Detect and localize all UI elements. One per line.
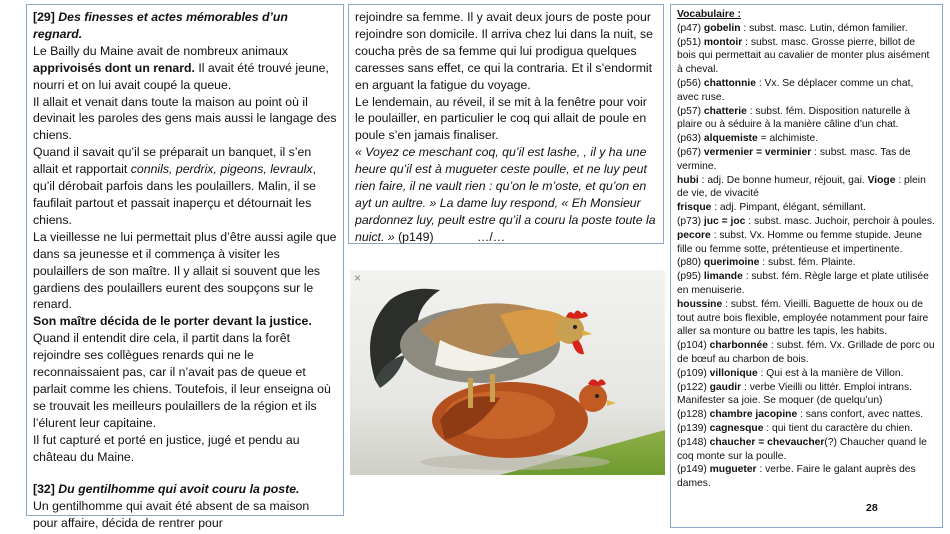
entry-page-ref: (p109) xyxy=(677,367,710,379)
entry-term: chattonnie xyxy=(703,77,756,89)
entry-definition: : subst. masc. Juchoir, perchoir à poules. xyxy=(745,215,935,227)
entry-page-ref: (p47) xyxy=(677,22,704,34)
story-number: [29] xyxy=(33,10,59,24)
text: Quand il savait qu’il se préparait un banquet, il s’en allait et rapportait xyxy=(33,145,312,177)
entry-definition: : Vx. Se déplacer comme un chat, avec ruse. xyxy=(677,77,914,103)
entry-page-ref: (p149) xyxy=(677,464,710,476)
text: , qu’il dérobait parfois dans les poulaillers. Malin, il se faufilait partout et passait inaperçu et détournait les chiens. xyxy=(33,162,316,227)
paragraph: La vieillesse ne lui permettait plus d’être aussi agile que dans sa jeunesse et il commença à visiter les poulaillers de son maître. Il y allait si souvent que les gardiens des poulaillers eurent des soupçons sur le renard. xyxy=(33,229,337,312)
entry-definition: : plein de vie, de vivacité xyxy=(677,174,926,200)
story-title: Des finesses et actes mémorables d’un regnard. xyxy=(33,10,288,41)
entry-definition: : subst. fém. Vx. Grillade de porc ou de bœuf au charbon de bois. xyxy=(677,340,935,365)
entry-page-ref: (p57) xyxy=(677,105,704,117)
story-column-1 xyxy=(26,4,344,531)
vocabulary-entry xyxy=(677,215,936,229)
text-bold: apprivoisés dont un renard. xyxy=(33,60,195,75)
story-32-heading xyxy=(33,481,337,498)
entry-page-ref: (p128) xyxy=(677,409,710,421)
entry-term: Vioge xyxy=(867,174,896,186)
quote xyxy=(355,144,657,245)
vocabulary-entry xyxy=(677,229,936,257)
entry-definition: : subst. fém. Vieilli. Baguette de houx ou de tout autre bois flexible, employée notamment pour faire aller sa monture ou battre les tapis, les habits. xyxy=(677,298,929,338)
entry-definition: : subst. masc. Tas de vermine. xyxy=(677,146,911,172)
entry-definition: : subst. fém. Règle large et plate utilisée en menuiserie. xyxy=(677,271,929,296)
entry-term: limande xyxy=(703,271,743,283)
paragraph xyxy=(33,144,337,229)
quote-text: « Voyez ce meschant coq, qu’il est lashe, , il y ha une heure qu’il est à mugueter ceste poulle, et ne luy peut rien faire, il ne vault rien : qu’on le m’oste, et qu’on en ayt un aultre. » La dame luy respond, « Eh Monsieur pardonnez luy, peult estre qu’il a couru la poste toute la nuict. » xyxy=(355,145,656,244)
entry-term: chatterie xyxy=(703,105,747,117)
vocabulary-entry xyxy=(677,339,936,367)
entry-definition: : subst. fém. Disposition naturelle à plaire ou à séduire à la manière câline d’un chat. xyxy=(677,105,910,131)
entry-definition: : subst. masc. Grosse pierre, billot de bois qui permettait au cavalier de monter plus aisément à cheval. xyxy=(677,36,930,76)
entry-term: pecore xyxy=(677,229,711,241)
vocabulary-entry xyxy=(677,201,936,215)
vocabulary-entry xyxy=(677,367,936,381)
paragraph: Il fut capturé et porté en justice, jugé et pendu au château du Maine. xyxy=(33,432,300,464)
entry-page-ref: (p95) xyxy=(677,271,704,283)
svg-text:×: × xyxy=(354,271,362,285)
paragraph: Le lendemain, au réveil, il se mit à la fenêtre pour voir le poulailler, en particulier le coq qui allait de poule en poule s’en jamais finaliser. xyxy=(355,94,647,143)
entry-definition: = alchimiste. xyxy=(757,133,819,145)
vocabulary-entry xyxy=(677,256,936,270)
entry-page-ref: (p148) xyxy=(677,436,710,448)
rooster-hen-photo xyxy=(350,270,665,475)
vocabulary-entry xyxy=(677,174,936,202)
paragraph xyxy=(33,313,337,431)
vocabulary-entry xyxy=(677,105,936,133)
entry-term: charbonnée xyxy=(709,340,769,352)
entry-definition: : sans confort, avec nattes. xyxy=(797,409,924,421)
entry-term: chambre jacopine xyxy=(709,409,798,421)
page-number: 28 xyxy=(866,502,878,514)
entry-definition: : verbe. Faire le galant auprès des dames. xyxy=(677,464,916,490)
entry-page-ref: (p63) xyxy=(677,133,704,145)
vocabulary-panel xyxy=(670,4,943,528)
entry-page-ref: (p104) xyxy=(677,340,710,352)
vocabulary-entry xyxy=(677,408,936,422)
vocabulary-title: Vocabulaire : xyxy=(677,9,741,20)
entry-definition: : subst. Vx. Homme ou femme stupide. Jeune fille ou femme sotte, prétentieuse et impertinente. xyxy=(677,229,922,255)
paragraph: Un gentilhomme qui avait été absent de sa maison pour affaire, décida de rentrer pour xyxy=(33,499,310,531)
text-bold: Son maître décida de le porter devant la justice. xyxy=(33,314,312,329)
vocabulary-entry xyxy=(677,22,936,36)
entry-page-ref: (p139) xyxy=(677,422,710,434)
paragraph: Il allait et venait dans toute la maison au point où il devinait les paroles des gens mais aussi le langage des chiens. xyxy=(33,94,337,143)
entry-page-ref: (p73) xyxy=(677,215,704,227)
entry-term: gaudir xyxy=(709,381,742,393)
vocabulary-entry xyxy=(677,463,936,491)
continuation-mark: …/… xyxy=(473,229,506,244)
entry-term: hubi xyxy=(677,174,699,186)
text: Le Bailly du Maine avait de nombreux animaux xyxy=(33,43,288,58)
entry-term: frisque xyxy=(677,202,712,214)
story-number: [32] xyxy=(33,482,59,497)
entry-term: houssine xyxy=(677,298,723,310)
entry-definition: : qui tient du caractère du chien. xyxy=(763,422,913,434)
vocabulary-entry xyxy=(677,36,936,77)
vocabulary-entry xyxy=(677,77,936,105)
entry-term: gobelin xyxy=(703,22,741,34)
entry-definition: (?) Chaucher quand le coq monte sur la poulle. xyxy=(677,436,927,462)
text: Quand il entendit dire cela, il partit dans la forêt rejoindre ses collègues renards qui ne le reconnaissaient pas, car il n’avait pas de queue et parlait comme les chiens. Toutefois, il leur enseigna où se trouvait les meilleurs poulaillers de la région et ils l’élurent leur capitaine. xyxy=(33,331,331,430)
entry-page-ref: (p122) xyxy=(677,381,710,393)
entry-definition: : Qui est à la manière de Villon. xyxy=(757,367,904,379)
story-column-2 xyxy=(348,4,664,244)
entry-term: juc = joc xyxy=(703,215,746,227)
entry-term: mugueter xyxy=(709,464,757,476)
vocabulary-entry xyxy=(677,298,936,339)
vocabulary-entry xyxy=(677,132,936,146)
entry-page-ref: (p56) xyxy=(677,77,704,89)
entry-term: chaucher = chevaucher xyxy=(709,436,825,448)
entry-definition: : adj. De bonne humeur, réjouit, gai. xyxy=(698,174,868,186)
vocabulary-entry xyxy=(677,146,936,174)
vocabulary-entry xyxy=(677,270,936,298)
vocabulary-list xyxy=(677,22,936,491)
entry-term: querimoine xyxy=(703,257,760,269)
entry-definition: : verbe Vieilli ou littér. Emploi intrans. Manifester sa joie. Se moquer (de quelqu’un) xyxy=(677,381,913,407)
text: Il avait été trouvé jeune, nourri et on lui avait coupé la queue. xyxy=(33,60,329,92)
entry-term: alquemiste xyxy=(703,133,758,145)
entry-page-ref: (p51) xyxy=(677,36,704,48)
story-29-heading xyxy=(33,9,337,94)
entry-term: vermenier = verminier xyxy=(703,146,812,158)
page-reference: (p149) xyxy=(394,229,434,244)
vocabulary-entry xyxy=(677,436,936,464)
entry-term: cagnesque xyxy=(709,422,764,434)
entry-page-ref: (p67) xyxy=(677,146,704,158)
entry-page-ref: (p80) xyxy=(677,257,704,269)
entry-definition: : adj. Pimpant, élégant, sémillant. xyxy=(711,202,866,214)
entry-term: villonique xyxy=(709,367,758,379)
vocabulary-entry xyxy=(677,422,936,436)
paragraph: rejoindre sa femme. Il y avait deux jours de poste pour rejoindre son domicile. Il arriva chez lui dans la nuit, se coucha près de sa femme qui lui prodigua quelques caresses sans effet, ce qui la contraria. Et il s’endormit en arguant la fatigue du voyage. xyxy=(355,10,654,92)
story-title: Du gentilhomme qui avoit couru la poste. xyxy=(58,482,300,497)
entry-definition: : subst. fém. Plainte. xyxy=(759,257,856,269)
entry-term: montoir xyxy=(703,36,743,48)
entry-definition: : subst. masc. Lutin, démon familier. xyxy=(740,22,908,34)
vocabulary-entry xyxy=(677,381,936,409)
text-italic: connils, perdrix, pigeons, levraulx xyxy=(130,162,313,177)
